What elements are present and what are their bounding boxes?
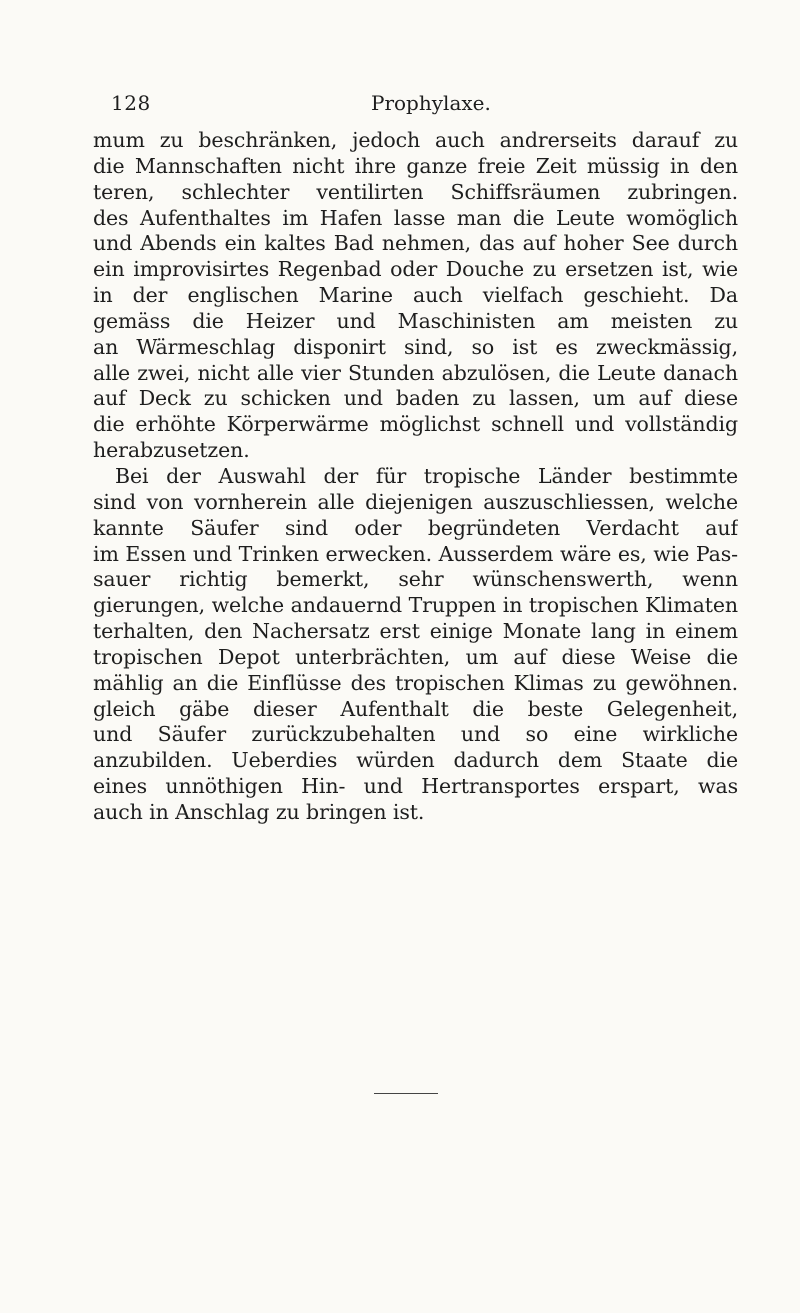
text-line: des Aufenthaltes im Hafen lasse man die Leute womöglich — [93, 205, 738, 230]
text-line: und Abends ein kaltes Bad nehmen, das auf hoher See durch — [93, 231, 738, 256]
text-line: herabzusetzen. — [93, 438, 250, 463]
text-line: Bei der Auswahl der für tropische Länder bestimmte — [115, 463, 738, 488]
running-title: Prophylaxe. — [371, 91, 491, 115]
text-line: eines unnöthigen Hin- und Hertransportes erspart, was — [93, 774, 738, 799]
page-number: 128 — [111, 91, 151, 115]
text-line: anzubilden. Ueberdies würden dadurch dem Staate die — [93, 748, 738, 773]
text-line: tropischen Depot unterbrächten, um auf diese Weise die — [93, 644, 738, 669]
text-line: mum zu beschränken, jedoch auch andrerseits darauf zu — [93, 128, 738, 152]
text-line: sind von vornherein alle diejenigen auszuschliessen, welche — [93, 489, 738, 514]
text-line: ein improvisirtes Regenbad oder Douche zu ersetzen ist, wie — [93, 257, 738, 282]
footer-rule — [374, 1093, 438, 1094]
text-line: sauer richtig bemerkt, sehr wünschenswerth, wenn — [93, 567, 738, 592]
page-header — [93, 91, 738, 121]
text-line: mählig an die Einflüsse des tropischen Klimas zu gewöhnen. — [93, 670, 738, 695]
text-line: auf Deck zu schicken und baden zu lassen, um auf diese — [93, 386, 738, 411]
text-line: gleich gäbe dieser Aufenthalt die beste Gelegenheit, — [93, 696, 738, 721]
text-line: terhalten, den Nachersatz erst einige Monate lang in einem — [93, 619, 738, 644]
text-line: in der englischen Marine auch vielfach geschieht. Da — [93, 283, 738, 308]
text-line: kannte Säufer sind oder begründeten Verdacht auf — [93, 515, 738, 540]
text-line: auch in Anschlag zu bringen ist. — [93, 799, 425, 824]
text-line: alle zwei, nicht alle vier Stunden abzulösen, die Leute danach — [93, 360, 738, 385]
text-line: im Essen und Trinken erwecken. Ausserdem wäre es, wie Pas- — [93, 541, 738, 566]
text-line: die Mannschaften nicht ihre ganze freie Zeit müssig in den — [93, 153, 738, 178]
text-line: teren, schlechter ventilirten Schiffsräumen zubringen. — [93, 179, 738, 204]
text-line: gemäss die Heizer und Maschinisten am meisten zu — [93, 308, 738, 333]
text-line: die erhöhte Körperwärme möglichst schnell und vollständig — [93, 412, 738, 437]
text-line: an Wärmeschlag disponirt sind, so ist es zweckmässig, — [93, 334, 738, 359]
body-text — [93, 128, 738, 826]
paragraph-2 — [93, 464, 738, 826]
text-line: gierungen, welche andauernd Truppen in tropischen Klimaten — [93, 593, 738, 618]
paragraph-1 — [93, 128, 738, 464]
text-line: und Säufer zurückzubehalten und so eine wirkliche — [93, 722, 738, 747]
